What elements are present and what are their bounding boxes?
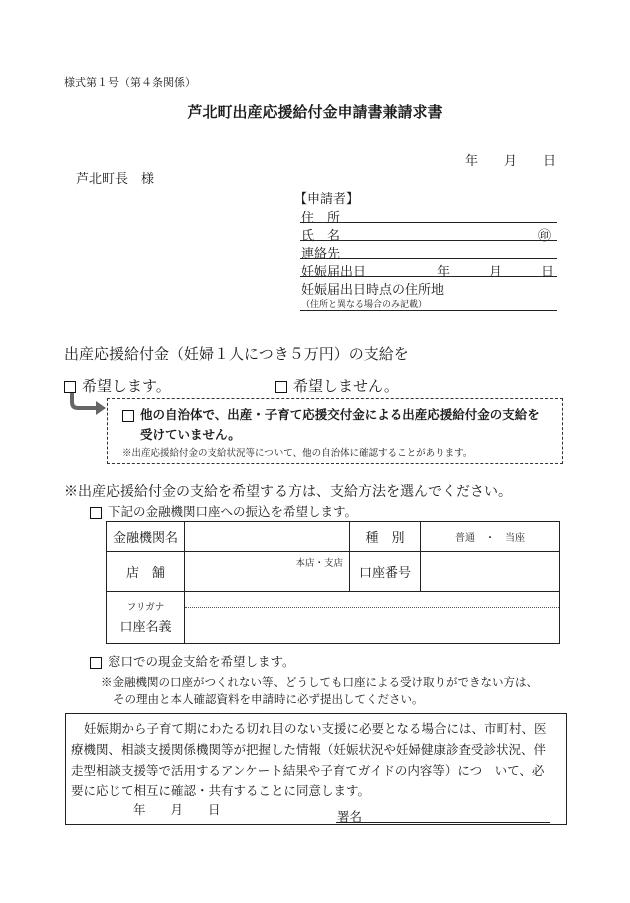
signature-label: 署名 [337,809,363,824]
cash-label: 窓口での現金支給を希望します。 [108,654,295,669]
bank-table [106,521,560,644]
date-line: 年 月 日 [465,154,557,169]
addressee: 芦北町長 様 [76,172,155,187]
consent-line4: 要に応じて相互に確認・共有することに同意します。 [71,783,371,798]
address-label: 住 所 [301,211,341,226]
other-municipality-option[interactable] [122,405,540,423]
applicant-heading: 【申請者】 [294,192,360,207]
signature-field[interactable] [336,822,550,823]
no-wish-label: 希望しません。 [293,377,399,395]
address-at-filing-field[interactable] [300,310,557,311]
consent-line3: 走型相談支援等で活用するアンケート結果や子育てガイドの内容等）につ いて、必 [71,763,545,778]
account-number-label: 口座番号 [350,552,421,592]
account-name-field[interactable] [185,592,560,644]
cash-note-line1: ※金融機関の口座がつくれない等、どうしても口座による受け取りができない方は、 [101,675,538,689]
institution-label: 金融機関名 [107,522,185,552]
bank-transfer-label: 下記の金融機関口座への振込を希望します。 [108,504,358,519]
seal-mark: ㊞ [538,229,552,244]
cash-checkbox[interactable] [90,657,102,669]
address-field[interactable] [300,222,557,223]
address-at-filing-label: 妊娠届出日時点の住所地 [301,283,445,298]
option-no-wish[interactable] [275,375,399,396]
account-name-label: 口座名義 [119,619,172,635]
consent-line2: 療機関、相談支援関係機関等が把握した情報（妊娠状況や妊婦健康診査受診状況、伴 [71,742,547,757]
furigana-label: フリガナ [126,601,165,613]
branch-label: 店 舗 [107,552,185,592]
pregnancy-date-label: 妊娠届出日 [301,265,367,280]
name-label: 氏 名 [301,229,341,244]
consent-line1: 妊娠期から子育て期にわたる切れ目のない支援に必要となる場合には、市町村、医 [84,721,547,736]
contact-label: 連絡先 [301,247,341,262]
branch-field[interactable] [185,552,350,592]
account-number-field[interactable] [421,552,560,592]
arrow-right-icon [66,393,110,417]
branch-options: 本店・支店 [295,558,343,569]
institution-field[interactable] [185,522,350,552]
address-note: （住所と異なる場合のみ記載） [301,300,428,310]
bank-transfer-option[interactable] [90,502,357,520]
pregnancy-date-units: 年 月 日 [437,265,555,280]
pregnancy-date-field[interactable] [300,276,557,277]
page-title: 芦北町出産応援給付金申請書兼請求書 [187,103,443,121]
other-municipality-note: ※出産応援給付金の支給状況等について、他の自治体に確認することがあります。 [122,448,473,459]
cash-option[interactable] [90,652,295,670]
name-field[interactable] [300,240,557,241]
cash-note-line2: その理由と本人確認資料を申請時に必ず提出してください。 [113,692,424,706]
no-wish-checkbox[interactable] [275,381,287,393]
payment-intro: 出産応援給付金（妊婦１人につき５万円）の支給を [64,345,409,363]
wish-checkbox[interactable] [64,381,76,393]
contact-field[interactable] [300,258,557,259]
wish-label: 希望します。 [82,377,171,395]
type-options[interactable]: 普通 ・ 当座 [421,522,560,552]
other-municipality-line1: 他の自治体で、出産・子育て応援交付金による出産応援給付金の支給を [140,407,540,422]
other-municipality-line2: 受けていません。 [140,427,241,442]
consent-date: 年 月 日 [133,802,221,817]
account-name-labels [107,592,185,644]
method-intro: ※出産応援給付金の支給を希望する方は、支給方法を選んでください。 [64,484,512,500]
form-number: 様式第１号（第４条関係） [64,76,196,89]
type-label: 種 別 [350,522,421,552]
other-municipality-checkbox[interactable] [122,410,134,422]
furigana-divider [185,607,559,608]
bank-transfer-checkbox[interactable] [90,507,102,519]
